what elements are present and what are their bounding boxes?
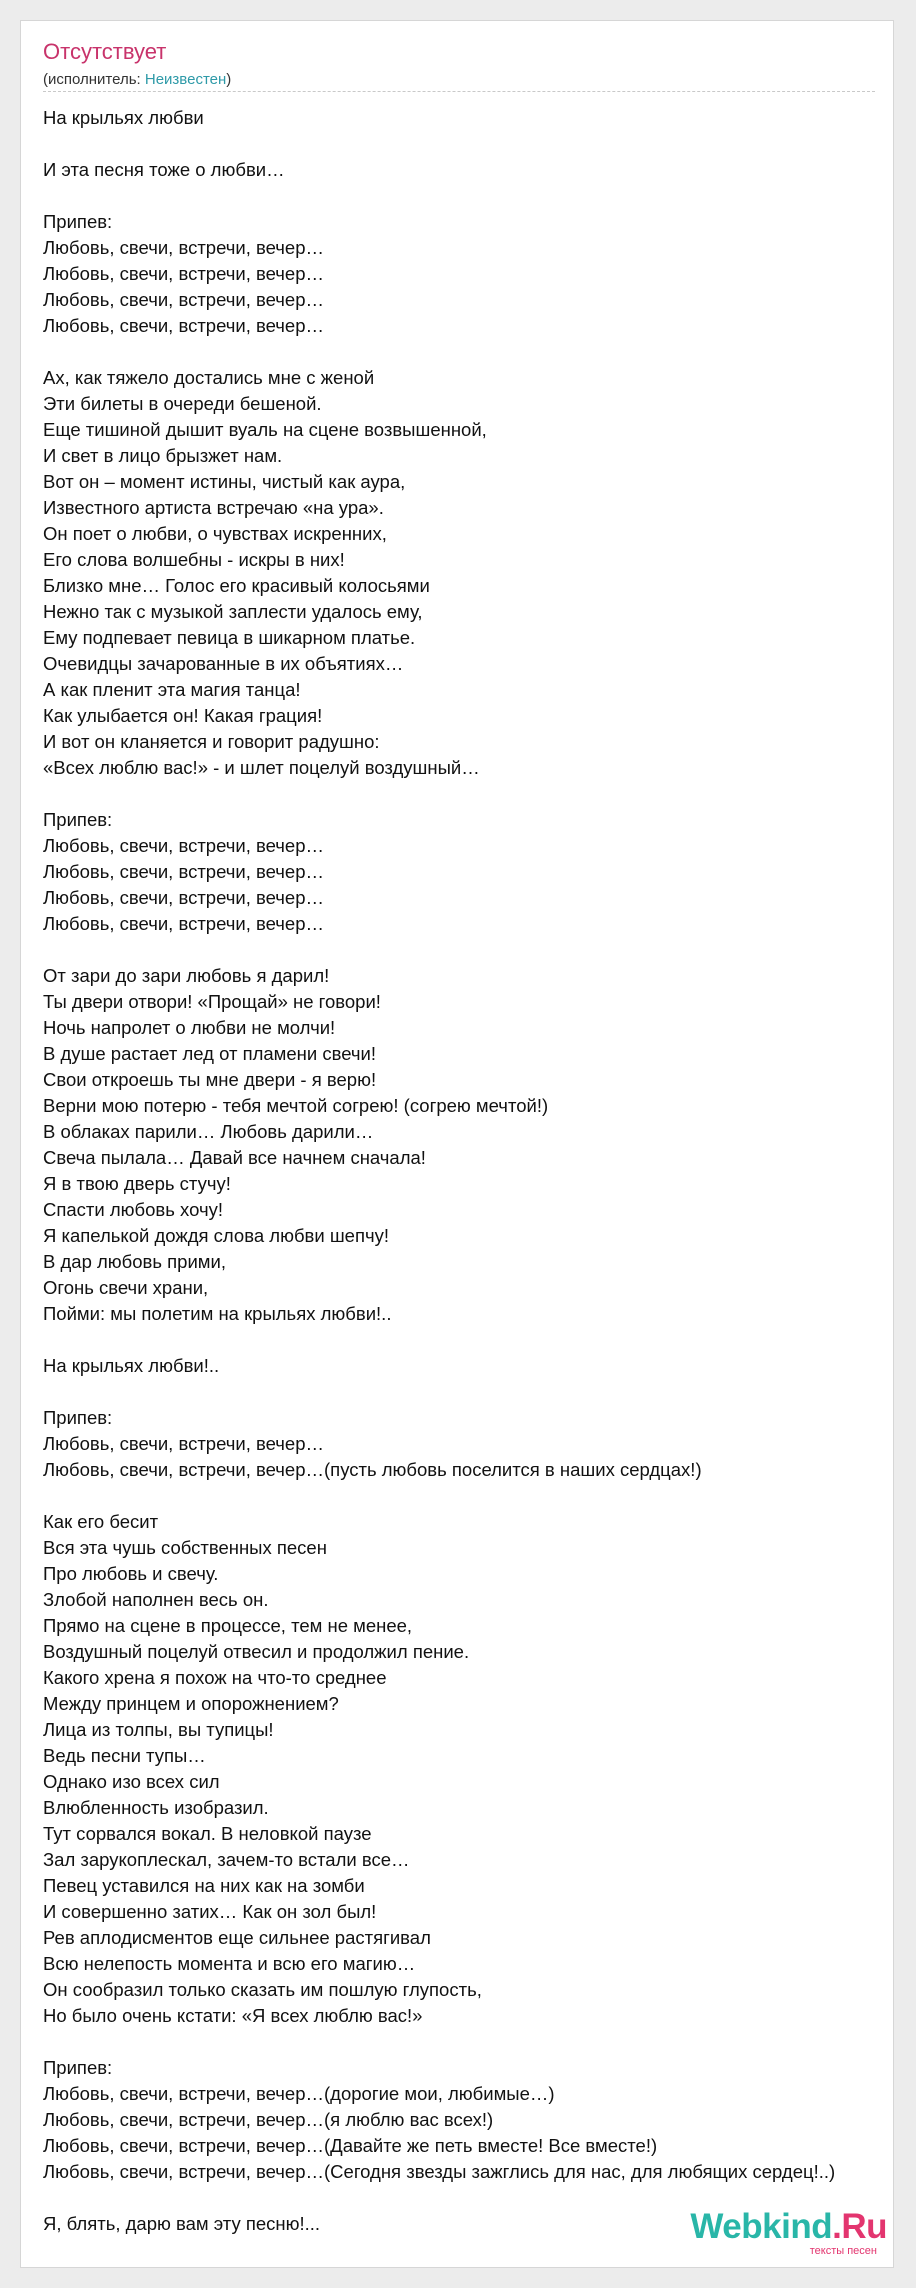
lyrics-line: Певец уставился на них как на зомби [43, 1875, 365, 1896]
lyrics-line: Между принцем и опорожнением? [43, 1693, 339, 1714]
lyrics-line: Лица из толпы, вы тупицы! [43, 1719, 274, 1740]
lyrics-line: Влюбленность изобразил. [43, 1797, 269, 1818]
lyrics-line: А как пленит эта магия танца! [43, 679, 301, 700]
lyrics-text [43, 105, 835, 2237]
lyrics-line: Но было очень кстати: «Я всех люблю вас!» [43, 2005, 423, 2026]
lyrics-line: Любовь, свечи, встречи, вечер… [43, 263, 325, 284]
lyrics-line: Злобой наполнен весь он. [43, 1589, 269, 1610]
lyrics-line: Прямо на сцене в процессе, тем не менее, [43, 1615, 413, 1636]
lyrics-line: От зари до зари любовь я дарил! [43, 965, 330, 986]
lyrics-line: Как улыбается он! Какая грация! [43, 705, 323, 726]
lyrics-line: В дар любовь прими, [43, 1251, 226, 1272]
lyrics-line: Какого хрена я похож на что-то среднее [43, 1667, 387, 1688]
lyrics-line: Про любовь и свечу. [43, 1563, 219, 1584]
lyrics-line: Пойми: мы полетим на крыльях любви!.. [43, 1303, 392, 1324]
lyrics-line: Однако изо всех сил [43, 1771, 220, 1792]
lyrics-line: И совершенно затих… Как он зол был! [43, 1901, 377, 1922]
lyrics-line: Любовь, свечи, встречи, вечер…(я люблю вас всех!) [43, 2109, 494, 2130]
lyrics-line: Воздушный поцелуй отвесил и продолжил пение. [43, 1641, 470, 1662]
lyrics-line: Ему подпевает певица в шикарном платье. [43, 627, 416, 648]
lyrics-line: И вот он кланяется и говорит радушно: [43, 731, 380, 752]
lyrics-line: Свеча пылала… Давай все начнем сначала! [43, 1147, 426, 1168]
lyrics-line: Любовь, свечи, встречи, вечер… [43, 237, 325, 258]
lyrics-line: «Всех люблю вас!» - и шлет поцелуй воздушный… [43, 757, 480, 778]
lyrics-line: Еще тишиной дышит вуаль на сцене возвышенной, [43, 419, 487, 440]
lyrics-line: И эта песня тоже о любви… [43, 159, 285, 180]
logo-wordmark [690, 2209, 887, 2245]
lyrics-line: Любовь, свечи, встречи, вечер… [43, 289, 325, 310]
lyrics-line: Я в твою дверь стучу! [43, 1173, 231, 1194]
lyrics-line: На крыльях любви [43, 107, 204, 128]
lyrics-line: Любовь, свечи, встречи, вечер… [43, 861, 325, 882]
lyrics-line: Он поет о любви, о чувствах искренних, [43, 523, 387, 544]
site-logo[interactable] [690, 2209, 887, 2257]
lyrics-line: Вся эта чушь собственных песен [43, 1537, 327, 1558]
lyrics-line: Зал зарукоплескал, зачем-то встали все… [43, 1849, 410, 1870]
lyrics-line: Эти билеты в очереди бешеной. [43, 393, 322, 414]
lyrics-card [20, 20, 894, 2268]
lyrics-line: Припев: [43, 211, 113, 232]
lyrics-line: Нежно так с музыкой заплести удалось ему, [43, 601, 423, 622]
lyrics-line: Огонь свечи храни, [43, 1277, 209, 1298]
artist-prefix: (исполнитель: [43, 71, 145, 88]
lyrics-line: Любовь, свечи, встречи, вечер…(пусть любовь поселится в наших сердцах!) [43, 1459, 702, 1480]
lyrics-line: В душе растает лед от пламени свечи! [43, 1043, 377, 1064]
artist-suffix: ) [226, 71, 232, 88]
lyrics-line: Вот он – момент истины, чистый как аура, [43, 471, 406, 492]
lyrics-line: Припев: [43, 809, 113, 830]
song-title: Отсутствует [43, 39, 167, 64]
logo-tld: .Ru [832, 2207, 887, 2246]
lyrics-blank-line [43, 1483, 835, 1509]
lyrics-blank-line [43, 183, 835, 209]
lyrics-line: Верни мою потерю - тебя мечтой согрею! (согрею мечтой!) [43, 1095, 549, 1116]
lyrics-line: Я капелькой дождя слова любви шепчу! [43, 1225, 390, 1246]
lyrics-line: Свои откроешь ты мне двери - я верю! [43, 1069, 377, 1090]
lyrics-line: Его слова волшебны - искры в них! [43, 549, 345, 570]
lyrics-blank-line [43, 937, 835, 963]
lyrics-line: В облаках парили… Любовь дарили… [43, 1121, 374, 1142]
lyrics-blank-line [43, 1379, 835, 1405]
lyrics-line: Как его бесит [43, 1511, 159, 1532]
header-divider [43, 91, 875, 92]
lyrics-line: Любовь, свечи, встречи, вечер… [43, 1433, 325, 1454]
lyrics-line: Любовь, свечи, встречи, вечер… [43, 315, 325, 336]
lyrics-blank-line [43, 131, 835, 157]
lyrics-line: Любовь, свечи, встречи, вечер… [43, 887, 325, 908]
lyrics-line: Любовь, свечи, встречи, вечер… [43, 913, 325, 934]
lyrics-line: И свет в лицо брызжет нам. [43, 445, 283, 466]
lyrics-line: Очевидцы зачарованные в их объятиях… [43, 653, 404, 674]
lyrics-line: Ночь напролет о любви не молчи! [43, 1017, 336, 1038]
artist-line [43, 71, 231, 89]
lyrics-blank-line [43, 339, 835, 365]
lyrics-line: Любовь, свечи, встречи, вечер… [43, 835, 325, 856]
lyrics-blank-line [43, 1327, 835, 1353]
lyrics-blank-line [43, 781, 835, 807]
lyrics-line: Он сообразил только сказать им пошлую глупость, [43, 1979, 482, 2000]
lyrics-line: Близко мне… Голос его красивый колосьями [43, 575, 430, 596]
lyrics-line: Тут сорвался вокал. В неловкой паузе [43, 1823, 372, 1844]
lyrics-line: Рев аплодисментов еще сильнее растягивал [43, 1927, 431, 1948]
lyrics-line: Известного артиста встречаю «на ура». [43, 497, 384, 518]
lyrics-line: Любовь, свечи, встречи, вечер…(дорогие мои, любимые…) [43, 2083, 555, 2104]
lyrics-line: Я, блять, дарю вам эту песню!... [43, 2213, 321, 2234]
lyrics-line: Припев: [43, 2057, 113, 2078]
lyrics-line: Ах, как тяжело достались мне с женой [43, 367, 375, 388]
lyrics-line: Всю нелепость момента и всю его магию… [43, 1953, 416, 1974]
lyrics-line: Спасти любовь хочу! [43, 1199, 223, 1220]
lyrics-blank-line [43, 2029, 835, 2055]
lyrics-line: Ты двери отвори! «Прощай» не говори! [43, 991, 381, 1012]
lyrics-line: Припев: [43, 1407, 113, 1428]
logo-tagline: тексты песен [809, 2245, 877, 2257]
artist-link[interactable]: Неизвестен [144, 71, 227, 88]
lyrics-line: Ведь песни тупы… [43, 1745, 206, 1766]
logo-name: Webkind [690, 2207, 833, 2246]
lyrics-line: На крыльях любви!.. [43, 1355, 220, 1376]
lyrics-line: Любовь, свечи, встречи, вечер…(Давайте же петь вместе! Все вместе!) [43, 2135, 658, 2156]
lyrics-line: Любовь, свечи, встречи, вечер…(Сегодня звезды зажглись для нас, для любящих сердец!..) [43, 2161, 836, 2182]
